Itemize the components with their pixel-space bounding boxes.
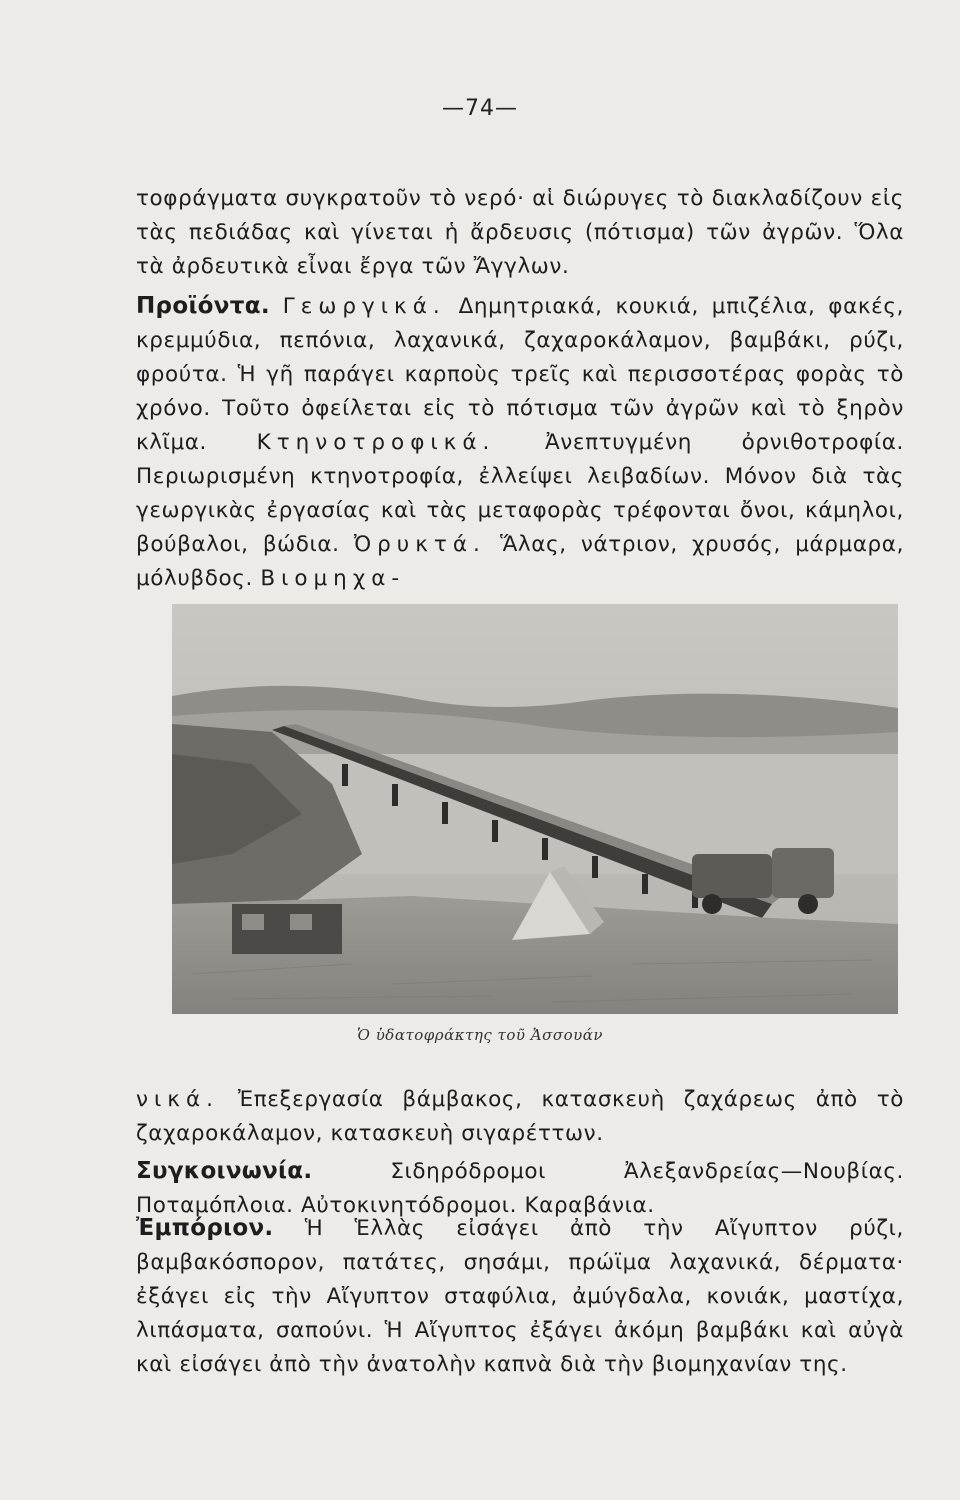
communications-text: Σιδηρόδρομοι Ἀλεξανδρείας—Νουβίας. Ποταμόπλοια. Αὐτοκινητόδρομοι. Καραβάνια. (136, 1159, 904, 1218)
photo-caption: Ὁ ὑδατοφράκτης τοῦ Ἀσσουάν (357, 1026, 603, 1044)
products-heading: Προϊόντα. (136, 293, 270, 319)
livestock-label: Κτηνοτροφικά. (256, 430, 496, 455)
industry-label-cont: νικά. (136, 1087, 219, 1112)
minerals-text: Ἅλας, νάτριον, χρυσός, μάρμαρα, μόλυβδος. (136, 532, 905, 591)
paragraph-industry (136, 1083, 904, 1151)
irrigation-text: τοφράγματα συγκρατοῦν τὸ νερό· αἱ διώρυγες τὸ διακλαδίζουν εἰς τὰς πεδιάδας καὶ γίνεται ἡ ἄρδευσις (πότισμα) τῶν ἀγρῶν. Ὅλα τὰ ἀρδευτικὰ εἶναι ἔργα τῶν Ἄγγλων. (136, 186, 904, 279)
agri-label: Γεωργικά. (282, 294, 446, 319)
minerals-label: Ὀρυκτά. (353, 532, 486, 557)
industry-label: Βιομηχα- (260, 566, 406, 591)
agri-text: Δημητριακά, κουκιά, μπιζέλια, φακές, κρεμμύδια, πεπόνια, λαχανικά, ζαχαροκάλαμον, βαμβάκι, ρύζι, φρούτα. Ἡ γῆ παράγει καρποὺς τρεῖς καὶ περισσοτέρας φορὰς τὸ χρόνο. Τοῦτο ὀφείλεται εἰς τὸ πότισμα τῶν ἀγρῶν καὶ τὸ ξηρὸν κλῖμα. (136, 294, 905, 455)
commerce-heading: Ἐμπόριον. (136, 1215, 274, 1241)
paragraph-commerce (136, 1211, 904, 1382)
paragraph-irrigation (136, 182, 904, 284)
page-number: —74— (442, 96, 518, 121)
paragraph-products (136, 289, 904, 596)
industry-text: Ἐπεξεργασία βάμβακος, κατασκευὴ ζαχάρεως ἀπὸ τὸ ζαχαροκάλαμον, κατασκευὴ σιγαρέττων. (136, 1087, 904, 1146)
aswan-dam-photo (172, 604, 898, 1014)
commerce-text: Ἡ Ἑλλὰς εἰσάγει ἀπὸ τὴν Αἴγυπτον ρύζι, βαμβακόσπορον, πατάτες, σησάμι, πρώϊμα λαχανικά, δέρματα· ἐξάγει εἰς τὴν Αἴγυπτον σταφύλια, ἀμύγδαλα, κονιάκ, μαστίχα, λιπάσματα, σαπούνι. Ἡ Αἴγυπτος ἐξάγει ἀκόμη βαμβάκι καὶ αὐγὰ καὶ εἰσάγει ἀπὸ τὴν ἀνατολὴν καπνὰ διὰ τὴν βιομηχανίαν της. (136, 1216, 904, 1377)
communications-heading: Συγκοινωνία. (136, 1158, 313, 1184)
livestock-text: Ἀνεπτυγμένη ὀρνιθοτροφία. Περιωρισμένη κτηνοτροφία, ἐλλείψει λειβαδίων. Μόνον διὰ τὰς γεωργικὰς ἐργασίας καὶ τὰς μεταφορὰς τρέφονται ὄνοι, κάμηλοι, βούβαλοι, βώδια. (136, 430, 904, 557)
